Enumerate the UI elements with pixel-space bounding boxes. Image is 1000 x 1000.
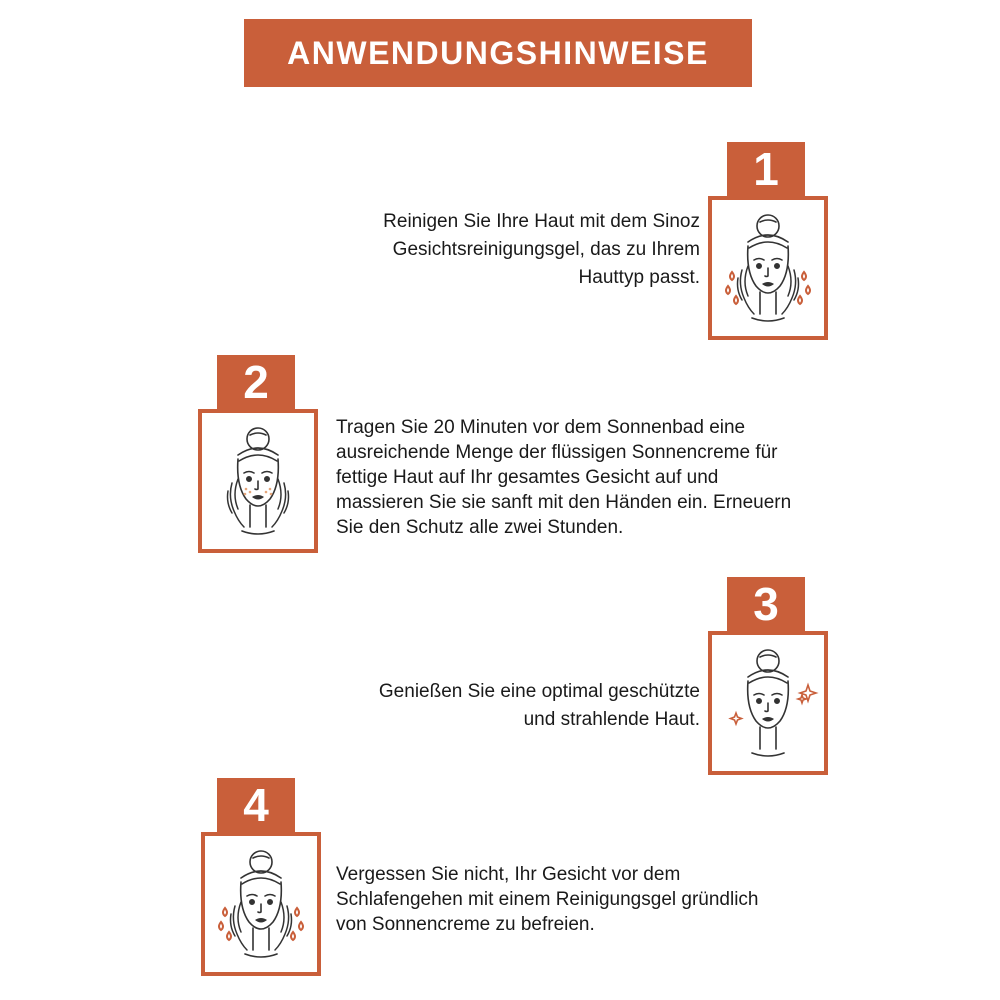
step-3-image-frame [708,631,828,775]
face-cleanse-icon [205,836,317,972]
step-4-number: 4 [217,778,295,832]
step-1-text: Reinigen Sie Ihre Haut mit dem Sinoz Gesichtsreinigungsgel, das zu Ihrem Hauttyp passt. [383,211,700,288]
face-massage-icon [202,413,314,549]
glowing-face-icon [712,635,824,771]
step-4-text: Vergessen Sie nicht, Ihr Gesicht vor dem Schlafengehen mit einem Reinigungsgel gründlich von Sonnencreme zu befreien. [336,864,759,935]
step-1-number: 1 [727,142,805,196]
face-wash-icon [712,200,824,336]
step-3-number: 3 [727,577,805,631]
page-title: ANWENDUNGSHINWEISE [244,19,752,87]
step-4-image-frame [201,832,321,976]
step-2-image-frame [198,409,318,553]
step-2-number: 2 [217,355,295,409]
step-1-image-frame [708,196,828,340]
step-2-text: Tragen Sie 20 Minuten vor dem Sonnenbad eine ausreichende Menge der flüssigen Sonnencreme für fettige Haut auf Ihr gesamtes Gesicht auf und massieren Sie sie sanft mit den Händen ein. Erneuern Sie den Schutz alle zwei Stunden. [336,417,792,538]
step-3-text: Genießen Sie eine optimal geschützte und strahlende Haut. [378,681,700,730]
